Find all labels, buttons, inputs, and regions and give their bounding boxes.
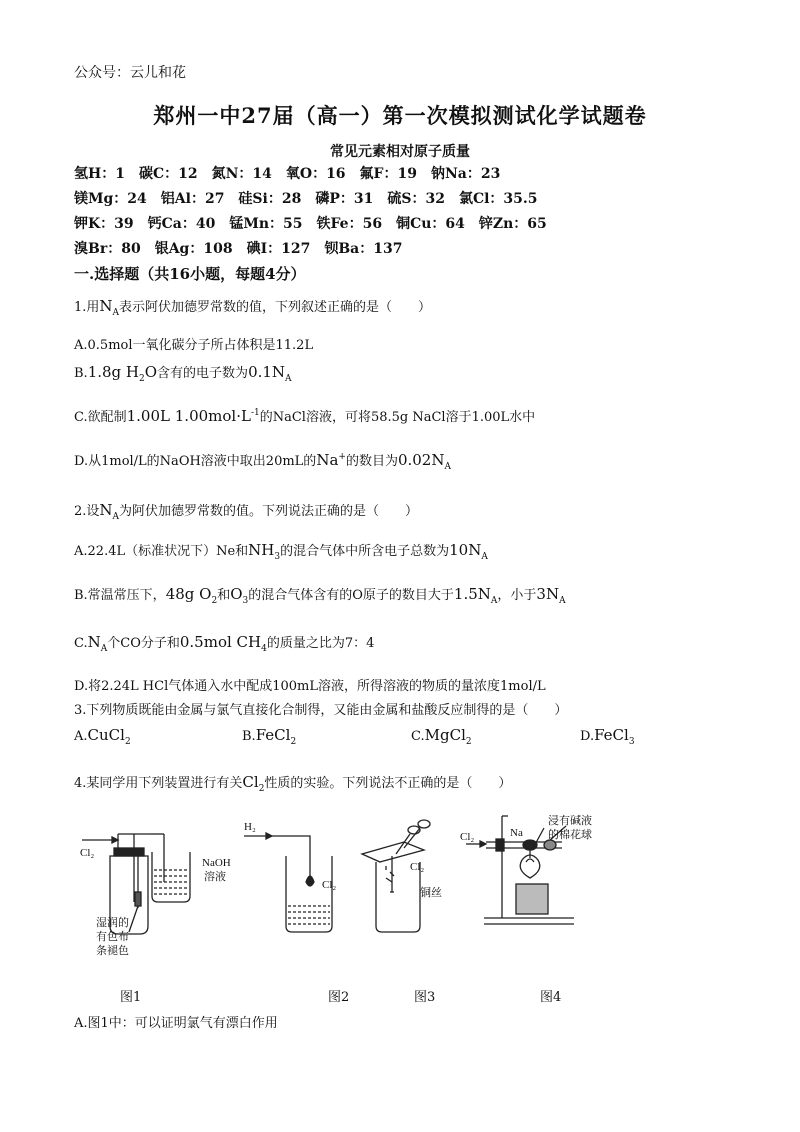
q3-option-b: B.FeCl$_2$ xyxy=(242,726,297,747)
q3-option-c: C.MgCl$_2$ xyxy=(411,726,472,747)
fig4-cotton-label-2: 的棉花球 xyxy=(548,829,592,841)
q2-option-b: B.常温常压下，48g $O_2$和$O_3$的混合气体含有的O原子的数目大于$1.5N_A$，小于$3N_A$ xyxy=(74,585,566,606)
q3-option-d: D.FeCl$_3$ xyxy=(580,726,635,747)
fig4-na-label: Na xyxy=(510,827,523,839)
q4-stem: 4.某同学用下列装置进行有关$Cl_2$性质的实验。下列说法不正确的是（ ） xyxy=(74,773,512,794)
q2-stem: 2.设$N_A$为阿伏加德罗常数的值。下列说法正确的是（ ） xyxy=(74,501,419,522)
section-heading: 一.选择题（共16小题，每题4分） xyxy=(74,265,306,283)
figure-2-caption: 图2 xyxy=(328,990,350,1005)
masses-row-2: 镁Mg：24 铝Al：27 硅Si：28 磷P：31 硫S：32 氯Cl：35.5 xyxy=(74,191,538,207)
q3-stem: 3.下列物质既能由金属与氯气直接化合制得，又能由金属和盐酸反应制得的是（ ） xyxy=(74,703,568,718)
masses-row-4: 溴Br：80 银Ag：108 碘I：127 钡Ba：137 xyxy=(74,241,403,257)
masses-row-3: 钾K：39 钙Ca：40 锰Mn：55 铁Fe：56 铜Cu：64 锌Zn：65 xyxy=(74,216,547,232)
fig2-cl2-label: Cl₂ xyxy=(322,879,337,891)
fig1-solution-label: 溶液 xyxy=(204,871,226,883)
figure-3-caption: 图3 xyxy=(414,990,436,1005)
q3-option-a: A.CuCl$_2$ xyxy=(74,726,131,747)
fig1-cloth-label-1: 湿润的 xyxy=(96,917,129,929)
fig1-cloth-label-3: 条褪色 xyxy=(96,945,129,957)
q4-option-a: A.图1中：可以证明氯气有漂白作用 xyxy=(74,1016,278,1031)
figure-2-apparatus xyxy=(244,833,332,932)
figure-1-caption: 图1 xyxy=(120,990,142,1005)
q1-stem: 1.用$N_A$表示阿伏加德罗常数的值，下列叙述正确的是（ ） xyxy=(74,297,432,318)
fig3-copper-label: 铜丝 xyxy=(420,887,442,899)
q2-option-d: D.将2.24L HCl气体通入水中配成100mL溶液，所得溶液的物质的量浓度1mol/L xyxy=(74,679,546,694)
fig1-cl2-label: Cl₂ xyxy=(80,847,95,859)
q1-option-d: D.从1mol/L的NaOH溶液中取出20mL的Na+的数目为$0.02N_A$ xyxy=(74,451,451,472)
apparatus-figure xyxy=(74,812,694,1002)
q1-option-a: A.0.5mol一氧化碳分子所占体积是11.2L xyxy=(74,338,314,353)
figure-4-caption: 图4 xyxy=(540,990,562,1005)
q1-option-c: C.欲配制1.00L $1.00mol\cdot L^{-1}$的NaCl溶液，可将58.5g NaCl溶于1.00L水中 xyxy=(74,407,536,425)
masses-title: 常见元素相对原子质量 xyxy=(330,144,470,160)
source-label: 公众号：云儿和花 xyxy=(74,65,186,81)
q2-option-a: A.22.4L（标准状况下）Ne和$NH_3$的混合气体中所含电子总数为$10N_A$ xyxy=(74,541,488,562)
masses-row-1: 氢H：1 碳C：12 氮N：14 氧O：16 氟F：19 钠Na：23 xyxy=(74,166,501,182)
fig4-cotton-label-1: 浸有碱液 xyxy=(548,815,592,827)
fig3-cl2-label: Cl₂ xyxy=(410,861,425,873)
figure-3-apparatus xyxy=(362,820,430,932)
exam-title: 郑州一中27届（高一）第一次模拟测试化学试题卷 xyxy=(153,103,647,128)
fig1-naoh-label: NaOH xyxy=(202,857,231,869)
fig2-h2-label: H₂ xyxy=(244,821,256,833)
q1-option-b: B.1.8g $H_2O$含有的电子数为$0.1N_A$ xyxy=(74,363,292,384)
q2-option-c: $C.N_A$个CO分子和0.5mol $CH_4$的质量之比为7：4 xyxy=(74,633,375,654)
fig4-cl2-label: Cl₂ xyxy=(460,831,475,843)
fig1-cloth-label-2: 有色布 xyxy=(96,931,129,943)
